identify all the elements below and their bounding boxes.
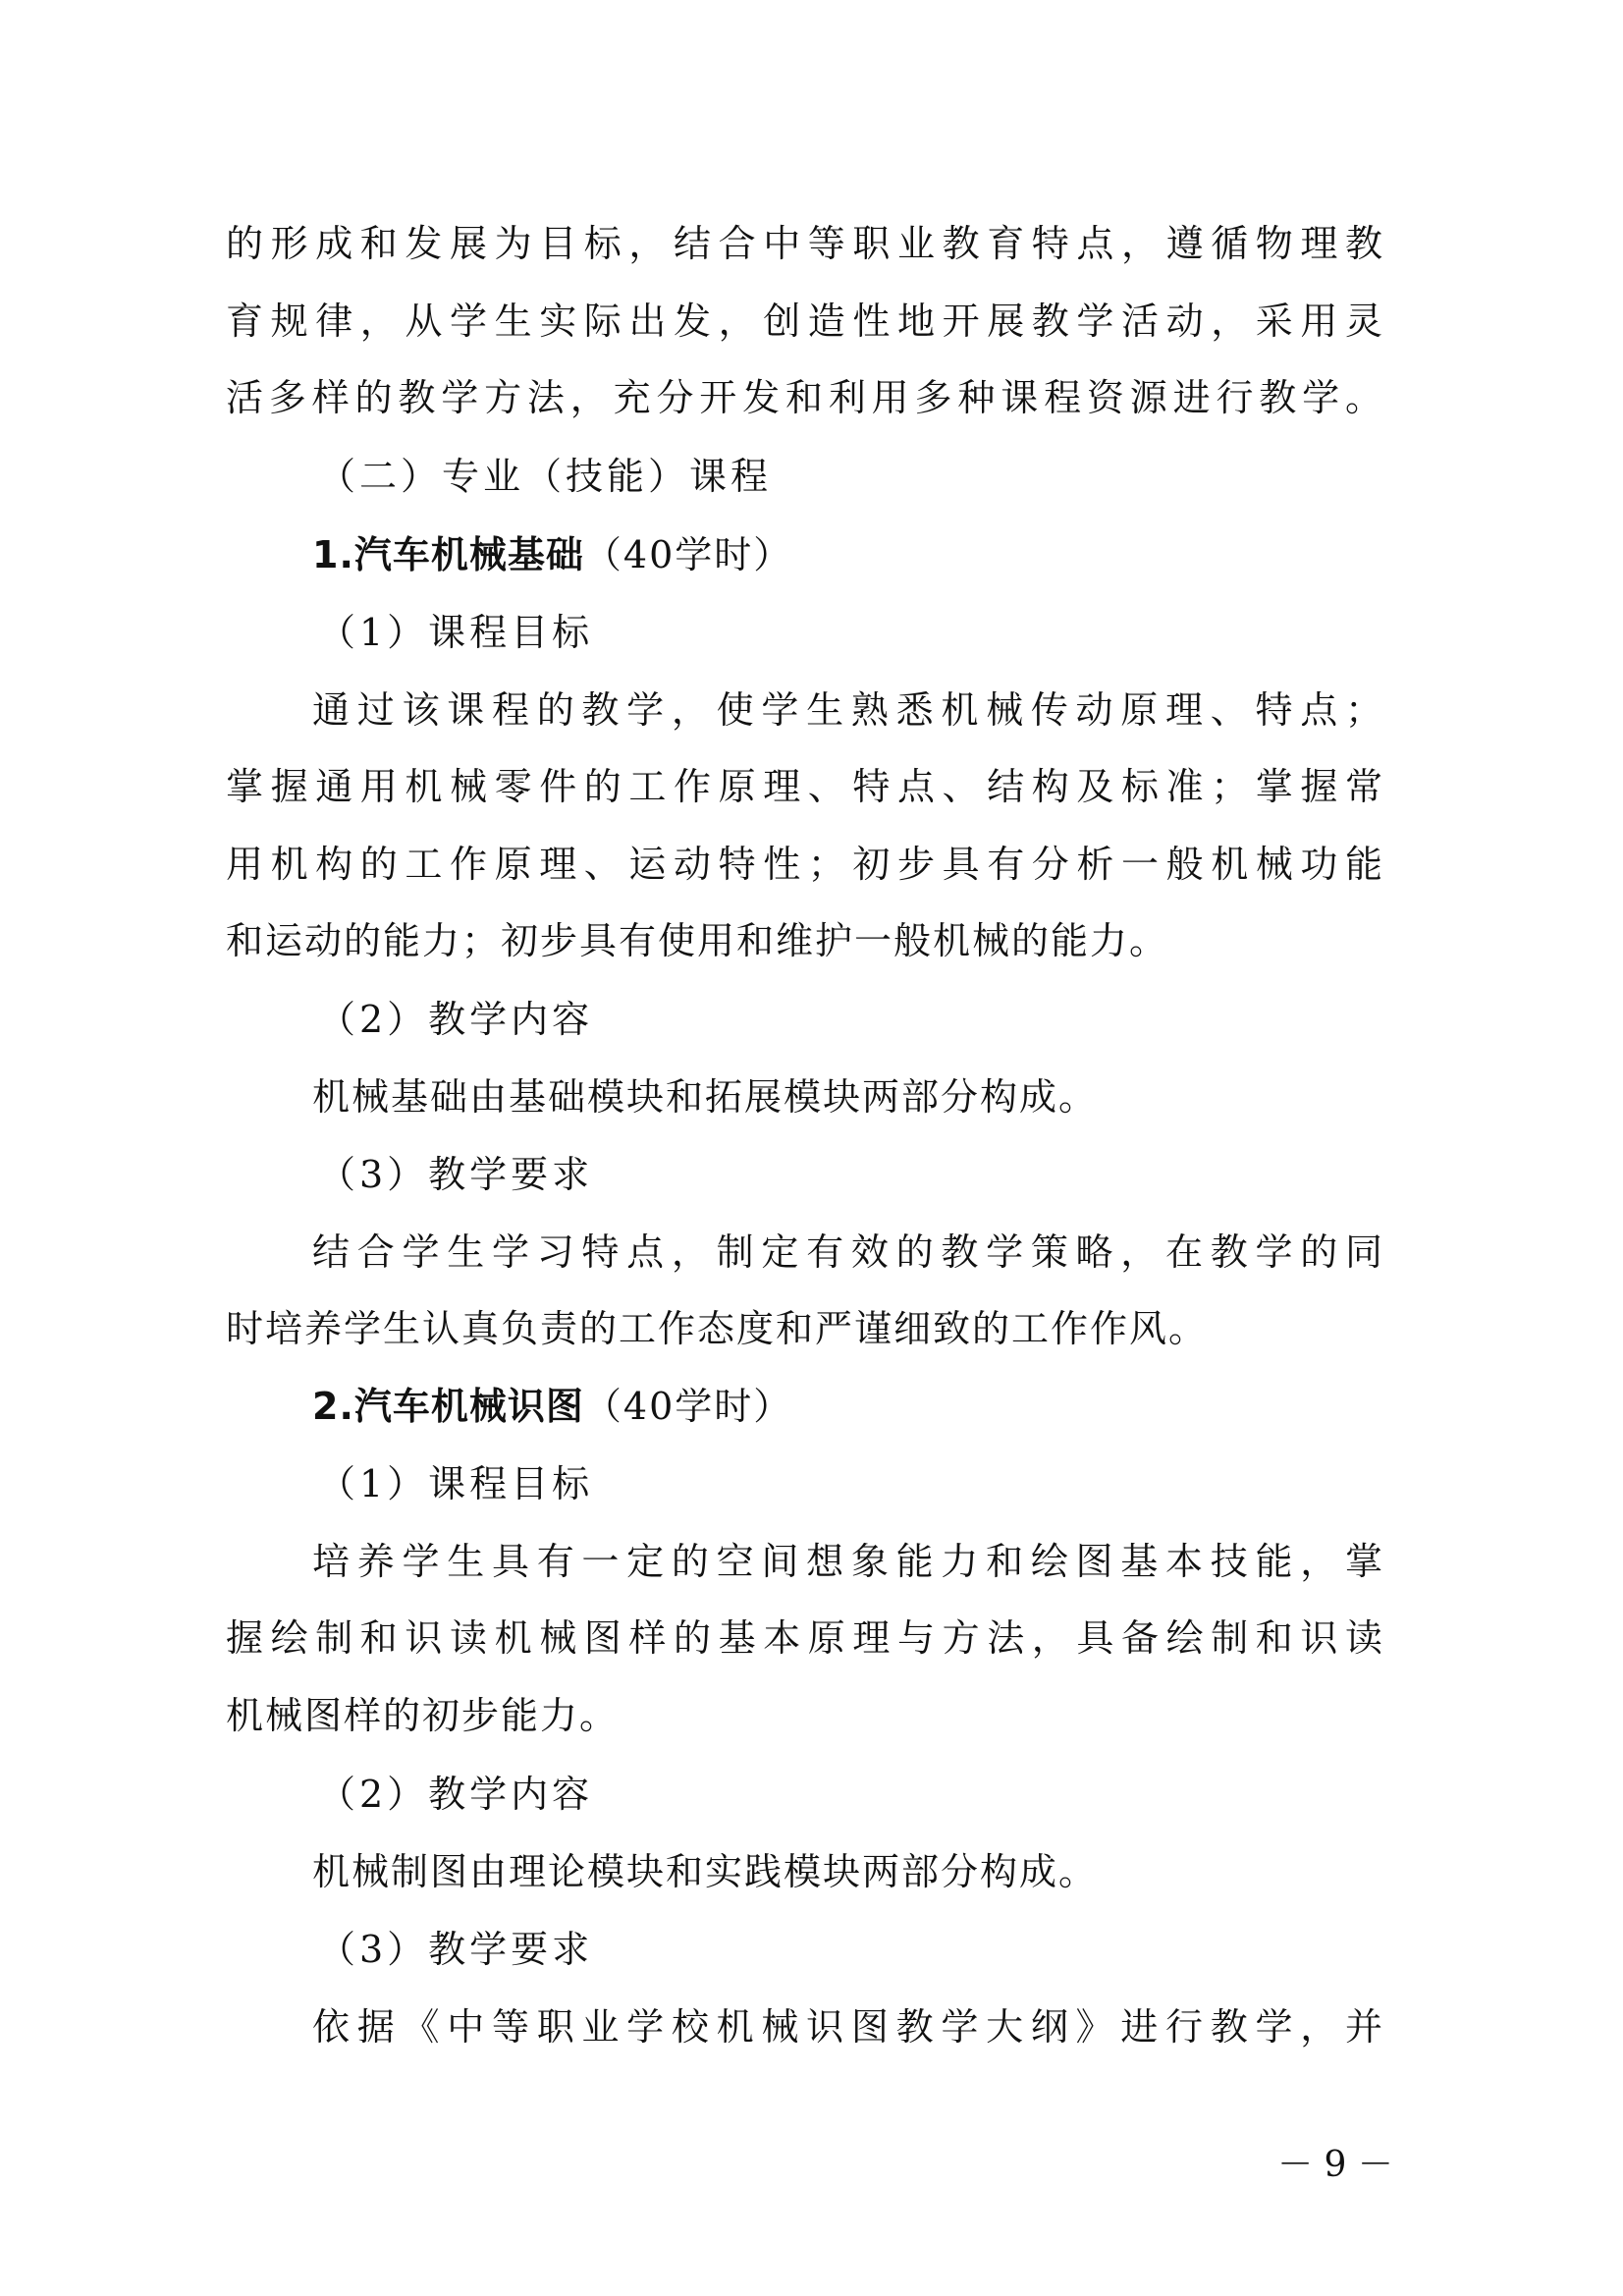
paragraph-line: 通过该课程的教学，使学生熟悉机械传动原理、特点； <box>312 688 1384 732</box>
course-hours: （40学时） <box>583 533 793 576</box>
paragraph-line: 依据《中等职业学校机械识图教学大纲》进行教学，并 <box>312 2005 1384 2049</box>
paragraph-line: 掌握通用机械零件的工作原理、特点、结构及标准；掌握常 <box>226 765 1384 808</box>
paragraph-line: 活多样的教学方法，充分开发和利用多种课程资源进行教学。 <box>226 376 1384 419</box>
subsection-heading: （1）课程目标 <box>318 611 594 654</box>
paragraph-line: 育规律，从学生实际出发，创造性地开展教学活动，采用灵 <box>226 300 1384 343</box>
paragraph-line: 时培养学生认真负责的工作态度和严谨细致的工作作风。 <box>226 1307 1209 1350</box>
paragraph-line: 用机构的工作原理、运动特性；初步具有分析一般机械功能 <box>226 843 1384 886</box>
course-hours: （40学时） <box>583 1385 793 1428</box>
course-title: 2.汽车机械识图 <box>312 1385 584 1428</box>
subsection-heading: （3）教学要求 <box>318 1928 594 1971</box>
paragraph-line: 机械图样的初步能力。 <box>226 1694 620 1737</box>
paragraph-line: 握绘制和识读机械图样的基本原理与方法，具备绘制和识读 <box>226 1616 1384 1660</box>
paragraph-line: 机械基础由基础模块和拓展模块两部分构成。 <box>312 1075 1099 1119</box>
paragraph-line: 机械制图由理论模块和实践模块两部分构成。 <box>312 1850 1099 1893</box>
page-number: － 9 － <box>1277 2145 1393 2185</box>
paragraph-line: 的形成和发展为目标，结合中等职业教育特点，遵循物理教 <box>226 222 1384 265</box>
subsection-heading: （2）教学内容 <box>318 1773 594 1816</box>
course-heading <box>312 525 1384 584</box>
subsection-heading: （3）教学要求 <box>318 1153 594 1196</box>
paragraph-line: 培养学生具有一定的空间想象能力和绘图基本技能，掌 <box>312 1540 1384 1583</box>
section-heading: （二）专业（技能）课程 <box>318 455 773 498</box>
subsection-heading: （1）课程目标 <box>318 1462 594 1505</box>
paragraph-line: 和运动的能力；初步具有使用和维护一般机械的能力。 <box>226 919 1169 962</box>
course-title: 1.汽车机械基础 <box>312 533 584 576</box>
course-heading <box>312 1377 1384 1436</box>
subsection-heading: （2）教学内容 <box>318 998 594 1041</box>
paragraph-line: 结合学生学习特点，制定有效的教学策略，在教学的同 <box>312 1230 1384 1274</box>
